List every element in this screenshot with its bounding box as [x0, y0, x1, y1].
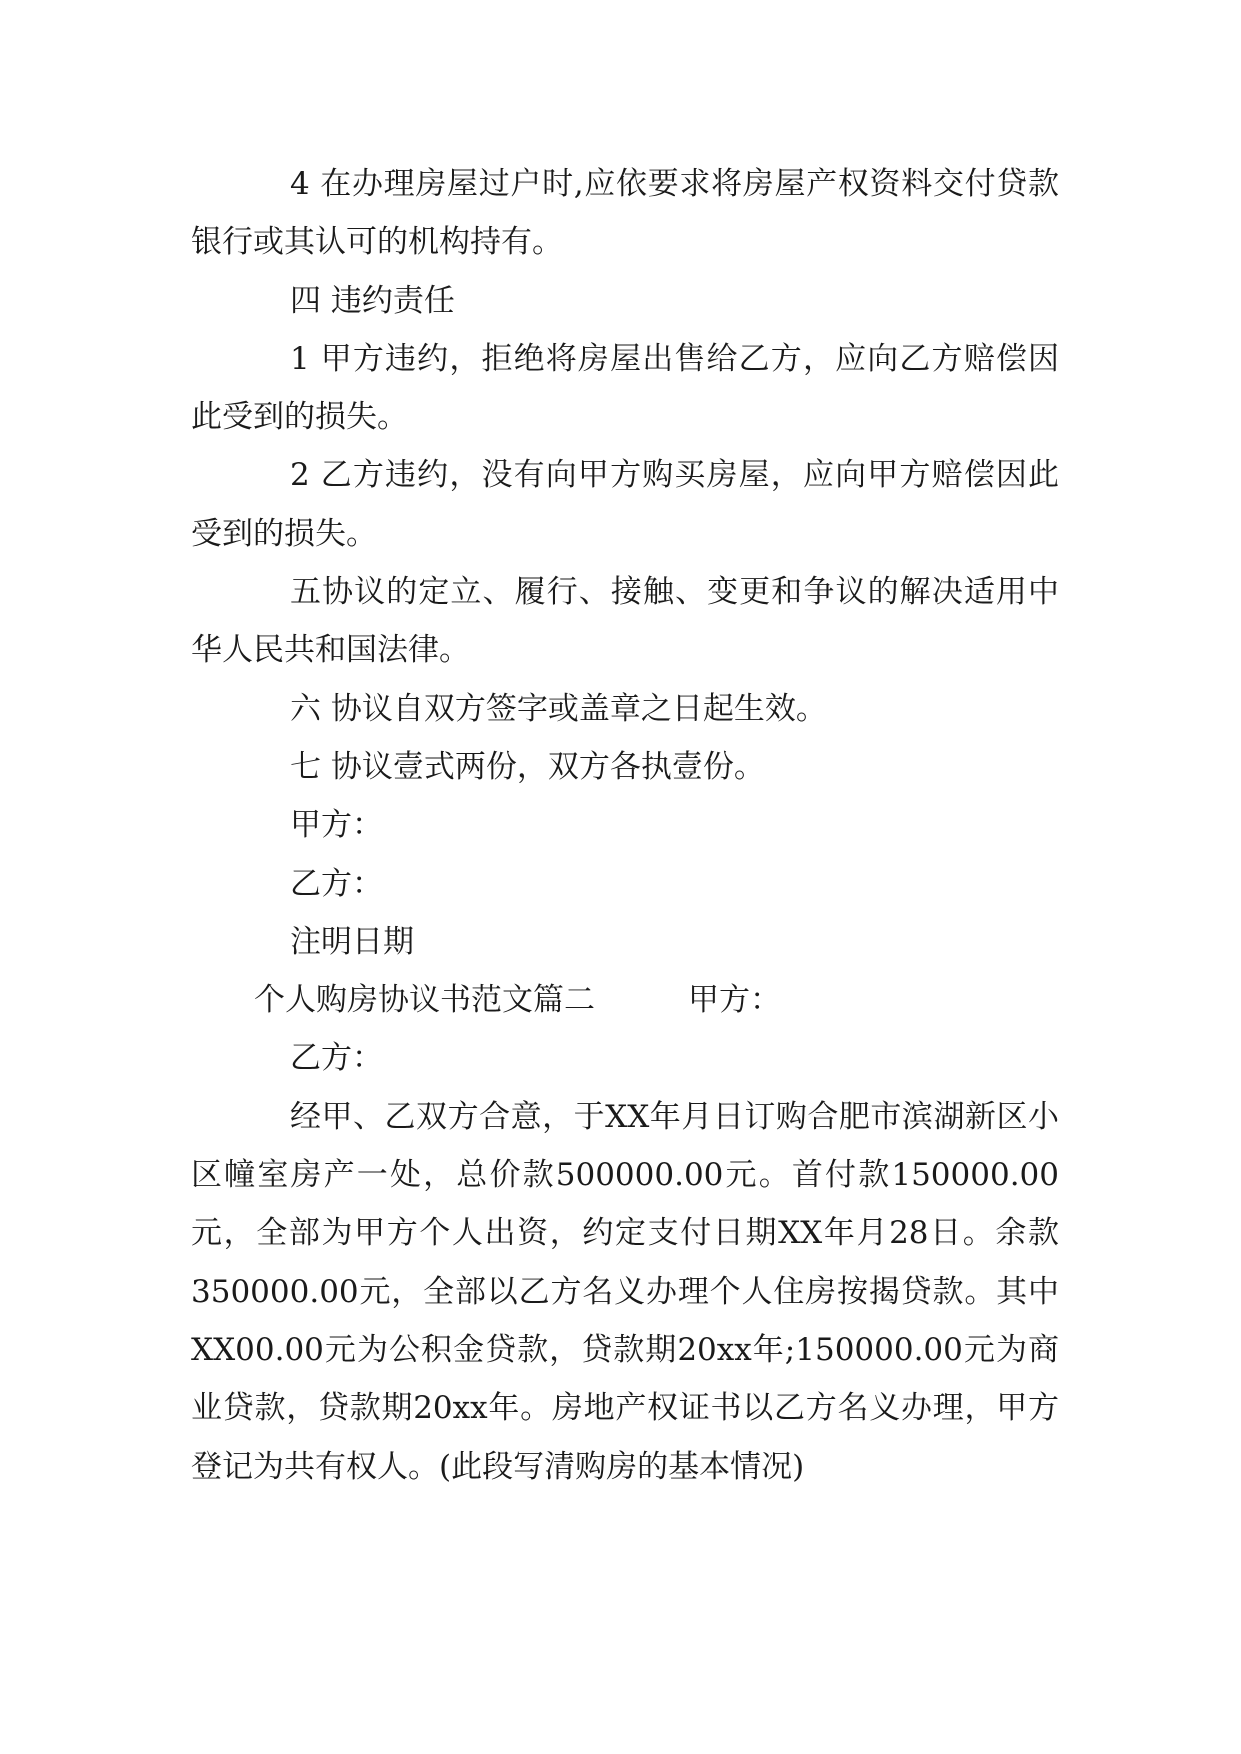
section-6-paragraph: 六 协议自双方签字或盖章之日起生效。	[290, 690, 827, 727]
section-title: 个人购房协议书范文篇二	[254, 982, 595, 1019]
party-b-label-2: 乙方：	[290, 1040, 383, 1077]
date-label: 注明日期	[290, 923, 414, 960]
clause-4-paragraph: 4 在办理房屋过户时,应依要求将房屋产权资料交付贷款银行或其认可的机构持有。	[191, 166, 1059, 261]
party-a-label: 甲方：	[290, 807, 383, 844]
breach-clause-2: 2 乙方违约，没有向甲方购买房屋，应向甲方赔偿因此受到的损失。	[191, 457, 1059, 552]
section-title-line	[191, 971, 1059, 1029]
section-7-paragraph: 七 协议壹式两份，双方各执壹份。	[290, 748, 765, 785]
party-b-label: 乙方：	[290, 865, 383, 902]
breach-clause-1: 1 甲方违约，拒绝将房屋出售给乙方，应向乙方赔偿因此受到的损失。	[191, 340, 1059, 436]
purchase-details-paragraph: 经甲、乙双方合意，于XX年月日订购合肥市滨湖新区小区幢室房产一处，总价款500000.00元。首付款150000.00元，全部为甲方个人出资，约定支付日期XX年月28日。余款350000.00元，全部以乙方名义办理个人住房按揭贷款。其中XX00.00元为公积金贷款，贷款期20xx年;150000.00元为商业贷款，贷款期20xx年。房地产权证书以乙方名义办理，甲方登记为共有权人。(此段写清购房的基本情况)	[191, 1098, 1059, 1485]
section-5-paragraph: 五协议的定立、履行、接触、变更和争议的解决适用中华人民共和国法律。	[191, 574, 1059, 669]
section-4-heading: 四 违约责任	[290, 282, 455, 319]
party-a-label-2: 甲方：	[688, 982, 781, 1019]
document-body	[191, 155, 1059, 1496]
